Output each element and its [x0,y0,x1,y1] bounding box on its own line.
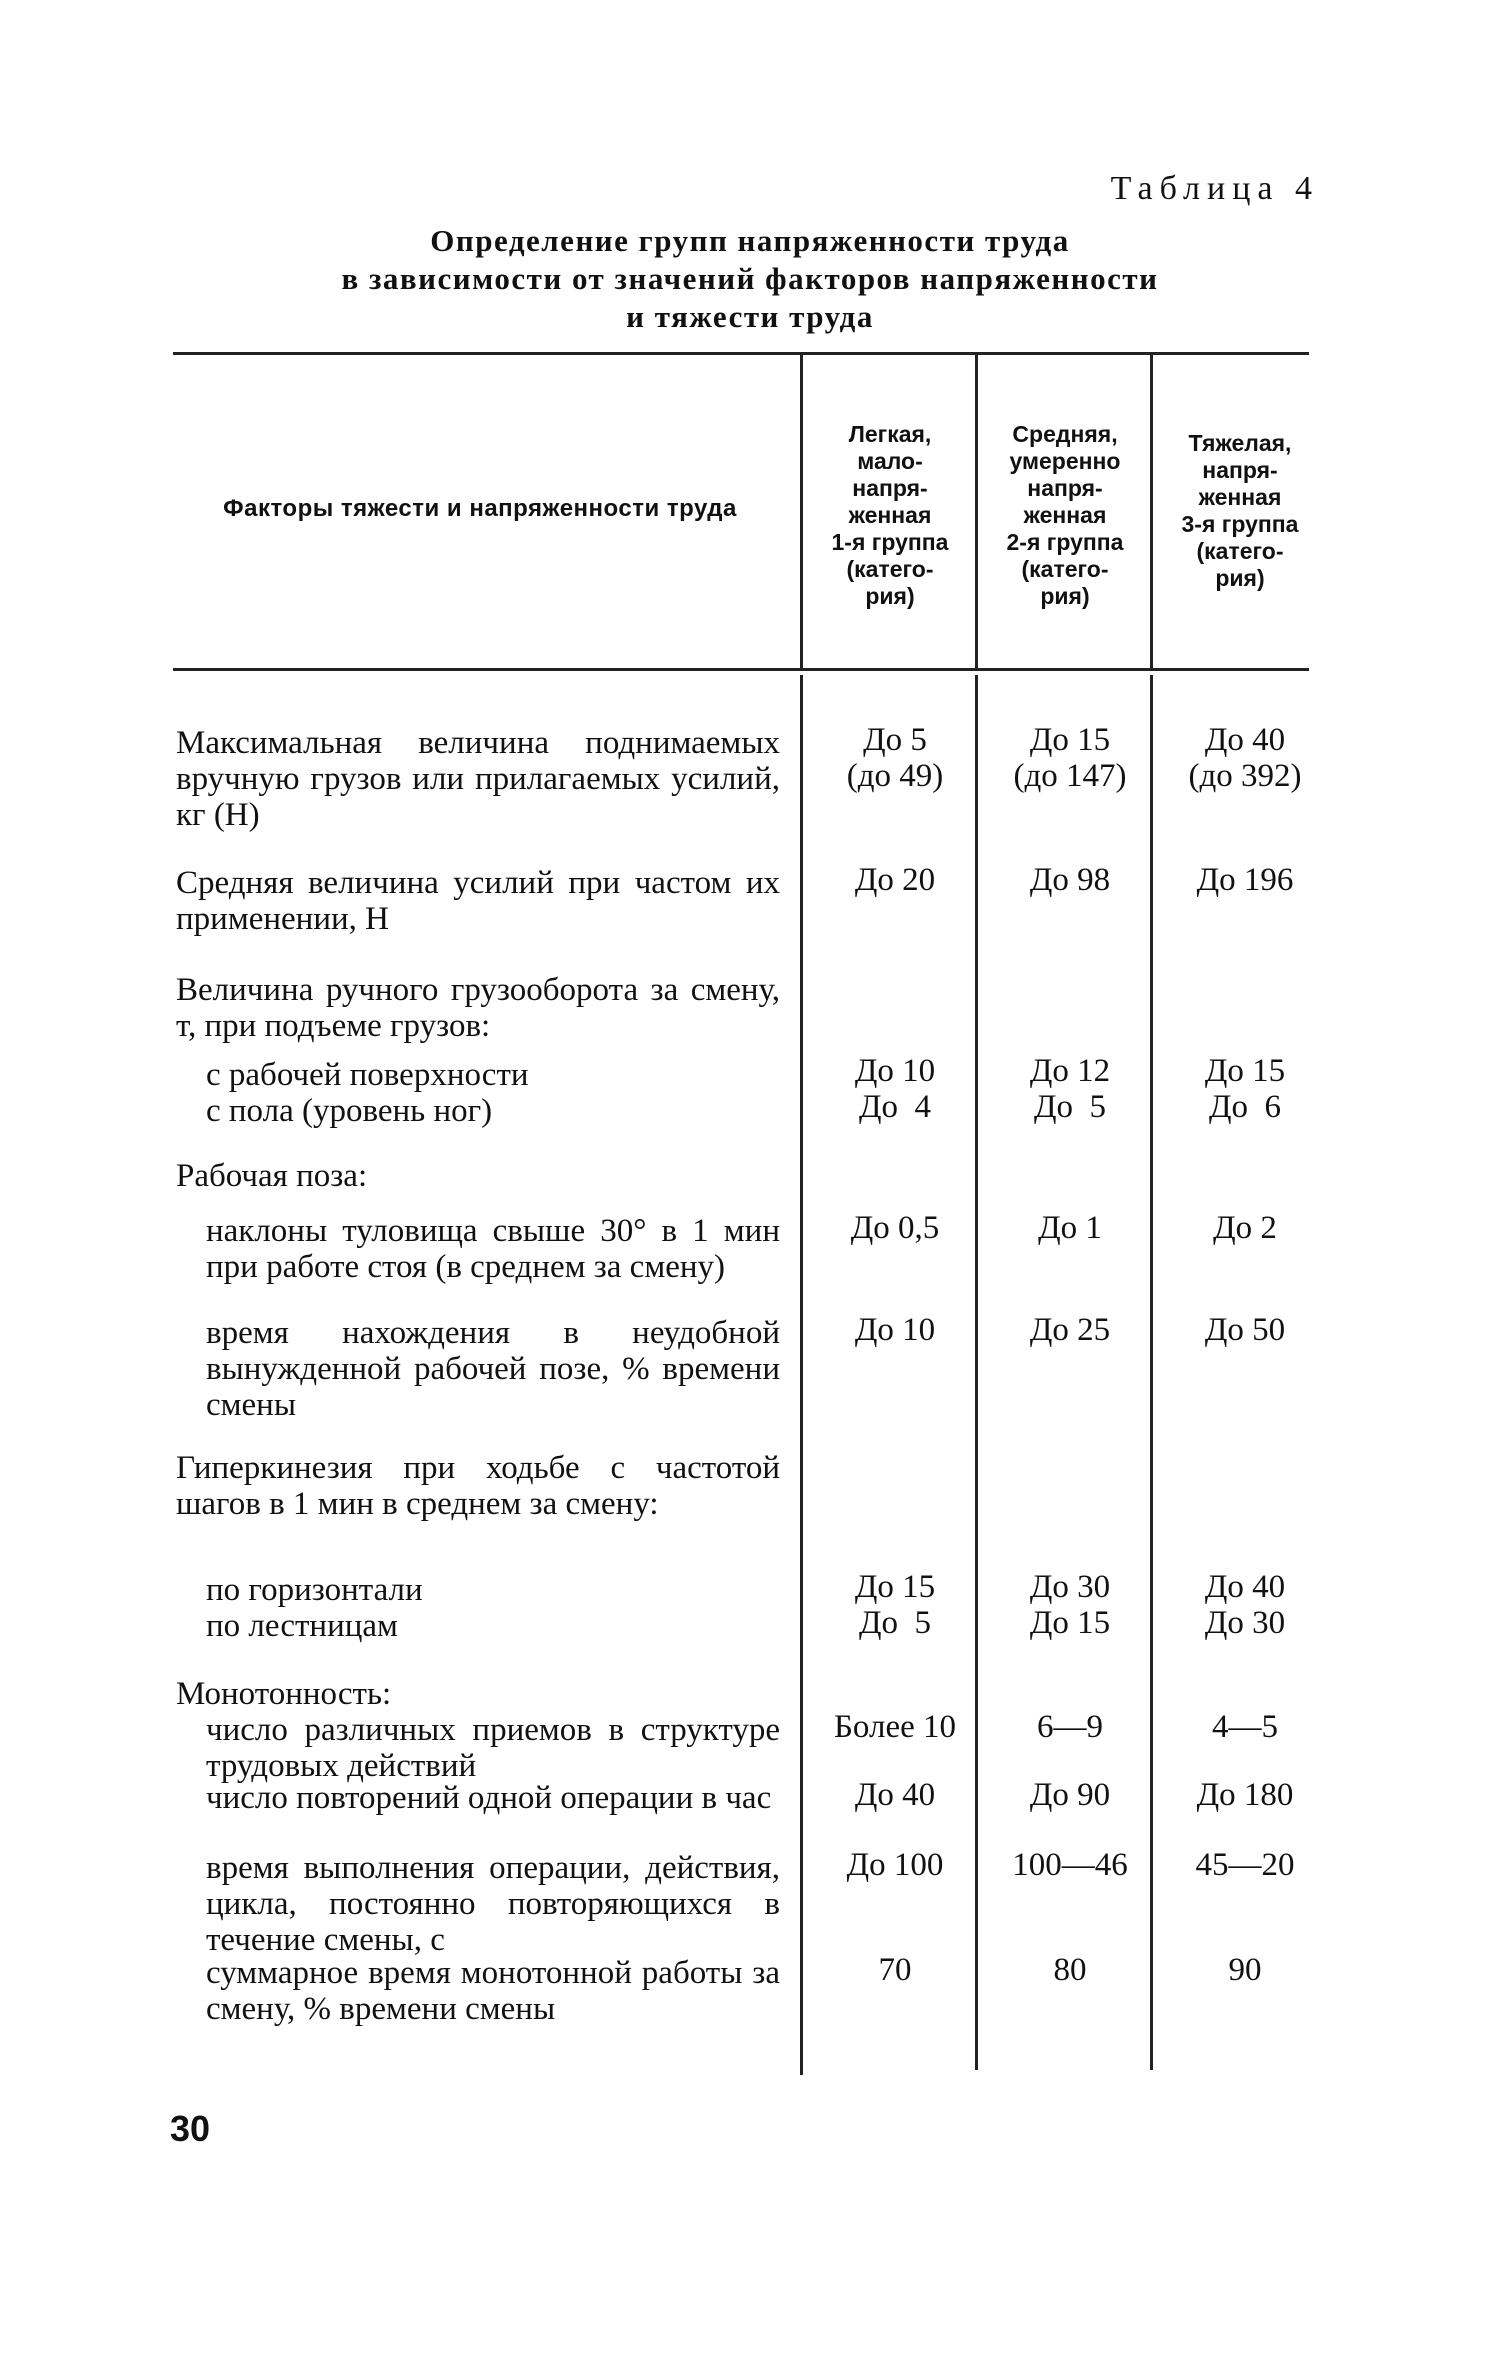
value-heavy: 90 [1228,1952,1262,1988]
value-light: До 10 До 4 [854,1053,936,1125]
factor-monotony: Монотонность: [176,1676,392,1712]
header-col-3-line: 3-я группа [1181,511,1299,537]
header-col-1 [805,421,975,610]
value-light: До 100 [846,1847,944,1883]
value-light: До 15 До 5 [854,1569,936,1641]
header-col-3-line: (катего- [1196,538,1284,564]
value-medium: 80 [1053,1952,1087,1988]
factor-max-load: Максимальная величина поднимаемых вручную грузов или прилагаемых усилий, кг (Н) [176,725,780,833]
header-col-1-line: женная [848,502,932,528]
title-line-3: и тяжести труда [626,299,874,334]
value-medium: 100—46 [1012,1847,1128,1883]
value-light: До 10 [854,1312,936,1348]
value-medium: 6—9 [1037,1709,1103,1745]
header-col-3-line: женная [1198,484,1282,510]
header-col-2 [980,421,1150,610]
value-heavy: До 15 До 6 [1204,1053,1286,1125]
header-col-1-line: Легкая, [848,421,932,447]
value-light: 70 [878,1952,912,1988]
header-col-1-line: мало- [857,448,923,474]
factor-avg-force: Средняя величина усилий при частом их применении, Н [176,865,780,937]
value-medium: До 98 [1029,862,1111,898]
factor-hyperkinesia: Гиперкинезия при ходьбе с частотой шагов в 1 мин в среднем за смену: [176,1450,780,1522]
header-col-2-line: (катего- [1021,556,1109,582]
value-medium: До 12 До 5 [1029,1053,1111,1125]
page-number: 30 [170,2108,211,2149]
value-light: Более 10 [833,1709,957,1745]
factor-monotonous-work: суммарное время монотонной работы за смену, % времени смены [206,1955,780,2027]
value-light: До 0,5 [850,1210,940,1246]
value-heavy: До 2 [1213,1210,1277,1246]
value-medium: До 15 (до 147) [1013,722,1127,794]
factor-walking: по горизонтали по лестницам [206,1572,423,1644]
header-col-2-line: 2-я группа [1006,529,1124,555]
table-title [175,222,1325,336]
factor-techniques: число различных приемов в структуре трудовых действий [206,1712,780,1784]
value-medium: До 25 [1029,1312,1111,1348]
value-heavy: До 180 [1196,1777,1294,1813]
header-col-3-line: напря- [1202,457,1278,483]
value-heavy: 45—20 [1195,1847,1295,1883]
value-medium: До 1 [1038,1210,1102,1246]
header-col-1-line: 1-я группа [831,529,949,555]
value-heavy: До 50 [1204,1312,1286,1348]
value-light: До 20 [854,862,936,898]
header-rule [173,668,1309,671]
header-divider-3 [1150,352,1153,668]
value-light: До 5 (до 49) [846,722,944,794]
value-heavy: До 40 До 30 [1204,1569,1286,1641]
header-col-2-line: Средняя, [1012,421,1118,447]
value-heavy: До 40 (до 392) [1188,722,1302,794]
value-heavy: До 196 [1196,862,1294,898]
value-light: До 40 [854,1777,936,1813]
header-divider-2 [975,352,978,668]
title-line-2: в зависимости от значений факторов напряженности [341,261,1159,296]
header-factor: Факторы тяжести и напряженности труда [223,495,737,522]
factor-operation-time: время выполнения операции, действия, цикла, постоянно повторяющихся в течение смены, с [206,1850,780,1958]
value-heavy: 4—5 [1212,1709,1278,1745]
header-col-2-line: напря- [1027,475,1103,501]
factor-lift-sources: с рабочей поверхности с пола (уровень ног) [206,1057,529,1129]
table-label: Таблица 4 [1110,170,1319,207]
header-col-2-line: рия) [1040,583,1090,609]
header-col-3-line: Тяжелая, [1188,430,1292,456]
top-rule [173,352,1309,355]
header-col-2-line: умеренно [1009,448,1121,474]
header-col-1-line: рия) [865,583,915,609]
header-col-1-line: (катего- [846,556,934,582]
factor-posture: Рабочая поза: [176,1158,368,1194]
title-line-1: Определение групп напряженности труда [430,223,1070,258]
header-col-3 [1155,430,1325,592]
value-medium: До 90 [1029,1777,1111,1813]
factor-bends: наклоны туловища свыше 30° в 1 мин при работе стоя (в среднем за смену) [206,1213,780,1285]
header-divider-1 [800,352,803,668]
value-medium: До 30 До 15 [1029,1569,1111,1641]
header-col-1-line: напря- [852,475,928,501]
header-col-2-line: женная [1023,502,1107,528]
factor-cargo-turnover: Величина ручного грузооборота за смену, т, при подъеме грузов: [176,972,780,1044]
header-col-3-line: рия) [1215,565,1265,591]
factor-awkward-pose: время нахождения в неудобной вынужденной рабочей позе, % времени смены [206,1315,780,1423]
factor-repetitions: число повторений одной операции в час [206,1780,772,1816]
